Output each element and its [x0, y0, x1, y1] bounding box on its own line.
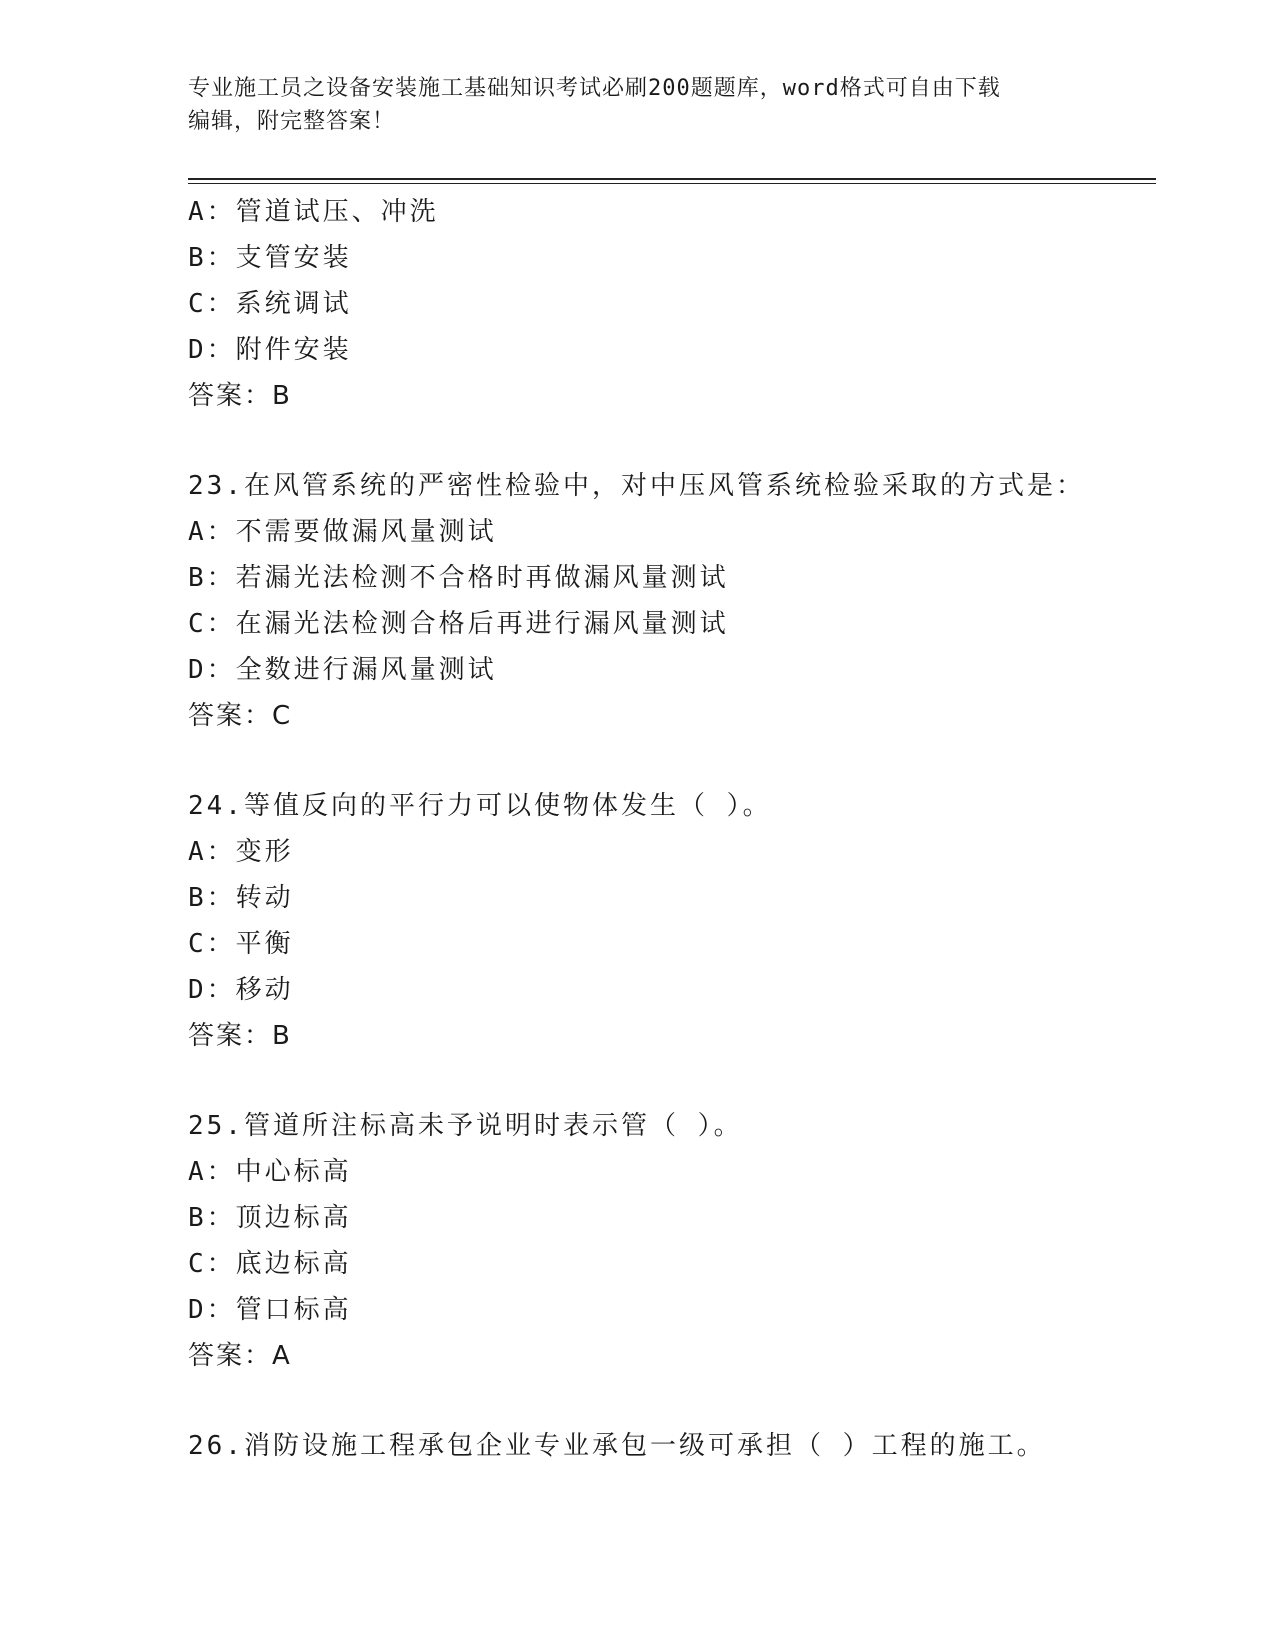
- question-24: [188, 783, 1148, 1059]
- answer-line: 答案：A: [188, 1341, 292, 1371]
- option-b: B：若漏光法检测不合格时再做漏风量测试: [188, 563, 729, 593]
- answer-line: 答案：C: [188, 701, 293, 731]
- header-title-line-2: 编辑，附完整答案！: [188, 109, 396, 134]
- answer-line: 答案：B: [188, 381, 292, 411]
- document-header: [188, 72, 1088, 138]
- option-a: A：变形: [188, 837, 294, 867]
- header-divider-thin: [188, 183, 1156, 184]
- option-a: A：中心标高: [188, 1157, 352, 1187]
- option-d: D：附件安装: [188, 335, 352, 365]
- question-text: 25.管道所注标高未予说明时表示管（ ）。: [188, 1111, 743, 1141]
- option-d: D：移动: [188, 975, 294, 1005]
- question-text: 23.在风管系统的严密性检验中，对中压风管系统检验采取的方式是：: [188, 471, 1085, 501]
- question-23: [188, 463, 1148, 739]
- option-b: B：支管安装: [188, 243, 352, 273]
- spacer: [188, 739, 1148, 783]
- spacer: [188, 1379, 1148, 1423]
- question-text: 26.消防设施工程承包企业专业承包一级可承担（ ）工程的施工。: [188, 1431, 1046, 1461]
- option-b: B：顶边标高: [188, 1203, 352, 1233]
- question-25: [188, 1103, 1148, 1379]
- option-c: C：底边标高: [188, 1249, 352, 1279]
- option-a: A：不需要做漏风量测试: [188, 517, 497, 547]
- spacer: [188, 419, 1148, 463]
- option-d: D：管口标高: [188, 1295, 352, 1325]
- option-c: C：平衡: [188, 929, 294, 959]
- spacer: [188, 1059, 1148, 1103]
- question-22-continued: [188, 189, 1148, 419]
- header-divider-thick: [188, 178, 1156, 180]
- question-text: 24.等值反向的平行力可以使物体发生（ ）。: [188, 791, 772, 821]
- header-title-line-1: 专业施工员之设备安装施工基础知识考试必刷200题题库，word格式可自由下载: [188, 76, 1001, 101]
- option-c: C：在漏光法检测合格后再进行漏风量测试: [188, 609, 729, 639]
- answer-line: 答案：B: [188, 1021, 292, 1051]
- option-d: D：全数进行漏风量测试: [188, 655, 497, 685]
- question-26: [188, 1423, 1148, 1469]
- option-a: A：管道试压、冲洗: [188, 197, 439, 227]
- option-b: B：转动: [188, 883, 294, 913]
- question-list: [188, 189, 1148, 1469]
- option-c: C：系统调试: [188, 289, 352, 319]
